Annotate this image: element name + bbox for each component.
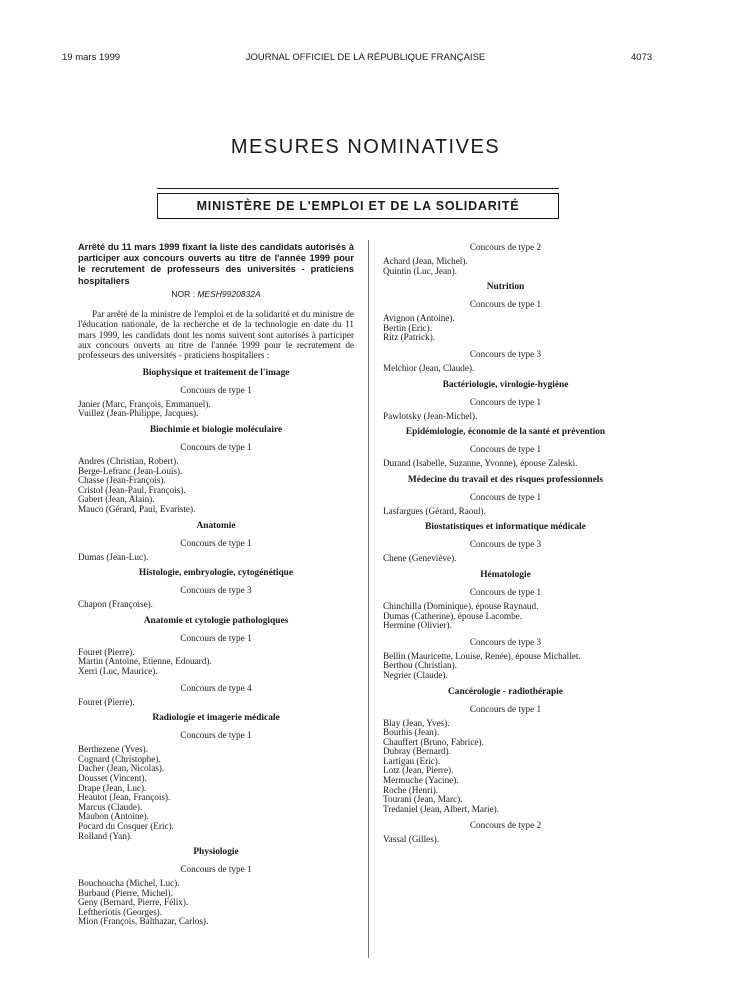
candidate-name: Drape (Jean, Luc). xyxy=(78,782,147,793)
candidate-list xyxy=(78,698,354,708)
discipline-section xyxy=(78,521,354,563)
discipline-section xyxy=(383,475,628,517)
concours-type-label: Concours de type 3 xyxy=(469,636,542,647)
concours-type-label: Concours de type 2 xyxy=(469,242,542,252)
concours-group xyxy=(383,299,628,343)
candidate-list xyxy=(383,602,628,631)
discipline-section xyxy=(78,425,354,515)
candidate-name: Dousset (Vincent). xyxy=(78,772,147,783)
concours-type-label: Concours de type 1 xyxy=(180,442,252,453)
candidate-name: Tredaniel (Jean, Albert, Marie). xyxy=(383,803,500,814)
discipline-section xyxy=(78,847,354,927)
candidate-name: Dacher (Jean, Nicolas). xyxy=(78,763,165,774)
candidate-name: Hermine (Olivier). xyxy=(383,620,452,631)
candidate-list xyxy=(383,554,628,564)
candidate-name: Mion (François, Balthazar, Carlos). xyxy=(78,916,209,927)
candidate-list xyxy=(383,507,628,517)
candidate-list xyxy=(78,553,354,563)
concours-type-label: Concours de type 1 xyxy=(180,537,252,548)
discipline-title: Bactériologie, virologie-hygiène xyxy=(442,379,569,390)
candidate-list xyxy=(383,364,628,374)
concours-group xyxy=(383,492,628,517)
concours-group xyxy=(383,539,628,564)
discipline-section xyxy=(383,380,628,422)
discipline-section xyxy=(383,242,628,276)
candidate-name: Melchior (Jean, Claude). xyxy=(383,362,475,373)
concours-type-label: Concours de type 1 xyxy=(469,396,542,407)
page-title: MESURES NOMINATIVES xyxy=(230,136,501,158)
candidate-name: Janier (Marc, François, Emmanuel). xyxy=(78,398,211,409)
candidate-name: Avignon (Antoine). xyxy=(383,313,455,324)
candidate-name: Chasse (Jean-François). xyxy=(78,475,166,486)
discipline-title: Biostatistiques et informatique médicale xyxy=(425,522,586,533)
candidate-list xyxy=(383,835,628,845)
concours-group xyxy=(383,704,628,815)
ministry-name: MINISTÈRE DE L'EMPLOI ET DE LA SOLIDARITÉ xyxy=(196,199,520,213)
candidate-name: Bouchoucha (Michel, Luc). xyxy=(78,878,180,889)
discipline-title: Cancérologie - radiothérapie xyxy=(448,686,563,697)
candidate-name: Pocard du Cosquer (Eric). xyxy=(78,820,174,831)
candidate-name: Ritz (Patrick). xyxy=(383,332,436,343)
candidate-name: Roche (Henri). xyxy=(383,784,439,795)
candidate-list xyxy=(78,600,354,610)
candidate-name: Gabert (Jean, Alain). xyxy=(78,494,155,505)
concours-group xyxy=(78,683,354,708)
discipline-title: Radiologie et imagerie médicale xyxy=(152,713,280,724)
concours-type-label: Concours de type 1 xyxy=(469,299,542,310)
concours-group xyxy=(78,730,354,841)
candidate-list xyxy=(383,459,628,469)
discipline-section xyxy=(78,616,354,707)
candidate-name: Bourhis (Jean). xyxy=(383,727,440,738)
right-column xyxy=(383,242,628,851)
concours-group xyxy=(78,538,354,563)
candidate-name: Chene (Geneviève). xyxy=(383,553,457,564)
discipline-section xyxy=(383,522,628,564)
header-page-number: 4073 xyxy=(631,52,653,63)
candidate-name: Mermuche (Yacine). xyxy=(383,775,459,786)
concours-group xyxy=(78,585,354,610)
concours-type-label: Concours de type 3 xyxy=(469,348,542,359)
concours-group xyxy=(78,633,354,677)
candidate-name: Heautot (Jean, François). xyxy=(78,792,171,803)
discipline-title: Physiologie xyxy=(193,847,239,858)
discipline-title: Histologie, embryologie, cytogénétique xyxy=(138,568,294,579)
discipline-section xyxy=(383,687,628,846)
candidate-name: Martin (Antoine, Etienne, Edouard). xyxy=(78,656,212,667)
concours-type-label: Concours de type 3 xyxy=(180,585,252,596)
candidate-name: Geny (Bernard, Pierre, Félix). xyxy=(78,897,189,908)
candidate-name: Dumas (Catherine), épouse Lacombe. xyxy=(383,610,523,621)
candidate-name: Lotz (Jean, Pierre). xyxy=(383,765,454,776)
candidate-name: Negrier (Claude). xyxy=(383,669,448,680)
left-sections xyxy=(78,368,354,927)
arrete-intro: Par arrêté de la ministre de l'emploi et de la solidarité et du ministre de l'éducation nationale, de la recherche et de la technologie en date du 11 mars 1999, les candidats dont les noms suivent sont autorisés à participer aux concours ouverts au titre de l'année 1999 pour le recrutement de professeurs des universités - praticiens hospitaliers : xyxy=(78,308,354,361)
concours-group xyxy=(383,587,628,631)
discipline-section xyxy=(383,570,628,681)
concours-group xyxy=(383,397,628,422)
concours-group xyxy=(383,242,628,276)
nor-label: NOR : xyxy=(171,288,195,299)
discipline-title: Médecine du travail et des risques professionnels xyxy=(407,474,604,485)
ministry-banner xyxy=(157,193,559,219)
concours-type-label: Concours de type 3 xyxy=(469,539,542,550)
candidate-name: Burbaud (Pierre, Michel). xyxy=(78,887,173,898)
candidate-name: Andres (Christian, Robert). xyxy=(78,456,179,467)
candidate-list xyxy=(383,652,628,681)
discipline-title: Hématologie xyxy=(480,569,531,580)
concours-group xyxy=(78,442,354,515)
candidate-name: Chapon (Françoise). xyxy=(78,599,154,610)
concours-type-label: Concours de type 1 xyxy=(180,730,252,741)
discipline-section xyxy=(383,282,628,373)
candidate-list xyxy=(78,648,354,677)
arrete-title: Arrêté du 11 mars 1999 fixant la liste des candidats autorisés à participer aux concours ouverts au titre de l'année 1999 pour le recrutement de professeurs des universités - praticiens hospitaliers xyxy=(78,242,354,286)
left-column xyxy=(78,242,354,933)
candidate-name: Fouret (Pierre). xyxy=(78,696,135,707)
candidate-list xyxy=(78,400,354,419)
candidate-name: Lartigau (Eric). xyxy=(383,755,441,766)
candidate-name: Lasfargues (Gérard, Raoul). xyxy=(383,505,486,516)
header-journal-title: JOURNAL OFFICIEL DE LA RÉPUBLIQUE FRANÇAISE xyxy=(245,52,486,63)
candidate-list xyxy=(78,745,354,841)
candidate-name: Vassal (Gilles). xyxy=(383,834,440,845)
candidate-name: Maubon (Antoine). xyxy=(78,811,149,822)
column-divider xyxy=(368,240,369,958)
candidate-list xyxy=(78,457,354,515)
discipline-section xyxy=(78,713,354,841)
concours-type-label: Concours de type 4 xyxy=(180,682,252,693)
candidate-name: Xerri (Luc, Maurice). xyxy=(78,665,158,676)
candidate-name: Chinchilla (Dominique), épouse Raynaud. xyxy=(383,600,539,611)
candidate-name: Cognard (Christophe). xyxy=(78,753,161,764)
candidate-list xyxy=(78,879,354,927)
discipline-title: Biophysique et traitement de l'image xyxy=(142,367,290,378)
discipline-section xyxy=(383,427,628,469)
candidate-list xyxy=(383,314,628,343)
discipline-title: Anatomie xyxy=(196,520,236,531)
candidate-name: Berthou (Christian). xyxy=(383,660,457,671)
concours-type-label: Concours de type 1 xyxy=(180,632,252,643)
concours-group xyxy=(383,637,628,681)
candidate-name: Bellin (Mauricette, Louise, Renée), épouse Michallet. xyxy=(383,650,581,661)
concours-type-label: Concours de type 1 xyxy=(180,384,252,395)
concours-type-label: Concours de type 1 xyxy=(469,586,542,597)
discipline-section xyxy=(78,368,354,419)
discipline-section xyxy=(78,568,354,610)
candidate-name: Rolland (Yan). xyxy=(78,830,133,841)
concours-group xyxy=(78,864,354,927)
candidate-name: Chauffert (Bruno, Fabrice). xyxy=(383,736,484,747)
concours-type-label: Concours de type 2 xyxy=(469,820,542,831)
concours-group xyxy=(383,444,628,469)
nor-value: MESH9920832A xyxy=(197,288,261,299)
candidate-name: Tourani (Jean, Marc). xyxy=(383,794,463,805)
candidate-name: Durand (Isabelle, Suzanne, Yvonne), épouse Zaleski. xyxy=(383,458,578,469)
candidate-name: Vuillez (Jean-Philippe, Jacques). xyxy=(78,408,199,419)
candidate-name: Marcus (Claude). xyxy=(78,801,143,812)
concours-type-label: Concours de type 1 xyxy=(469,703,542,714)
candidate-name: Cristol (Jean-Paul, François). xyxy=(78,484,186,495)
candidate-name: Berge-Lefranc (Jean-Louis). xyxy=(78,465,183,476)
discipline-title: Epidémiologie, économie de la santé et prévention xyxy=(405,427,606,438)
concours-type-label: Concours de type 1 xyxy=(469,444,542,455)
candidate-name: Berthezene (Yves). xyxy=(78,744,148,755)
concours-group xyxy=(78,385,354,419)
discipline-title: Nutrition xyxy=(486,282,525,293)
concours-type-label: Concours de type 1 xyxy=(180,864,252,875)
discipline-title: Biochimie et biologie moléculaire xyxy=(149,425,283,436)
candidate-name: Pawlotsky (Jean-Michel). xyxy=(383,410,478,421)
concours-type-label: Concours de type 1 xyxy=(469,491,542,502)
concours-group xyxy=(383,820,628,845)
discipline-title: Anatomie et cytologie pathologiques xyxy=(143,615,289,626)
candidate-name: Quintin (Luc, Jean). xyxy=(383,265,457,276)
candidate-list xyxy=(383,257,628,276)
candidate-name: Dumas (Jean-Luc). xyxy=(78,551,149,562)
candidate-name: Mauco (Gérard, Paul, Evariste). xyxy=(78,504,196,514)
candidate-name: Achard (Jean, Michel). xyxy=(383,256,468,266)
right-sections xyxy=(383,242,628,845)
header-date: 19 mars 1999 xyxy=(62,52,121,63)
candidate-name: Blay (Jean, Yves). xyxy=(383,717,450,728)
nor-reference xyxy=(78,289,354,300)
candidate-list xyxy=(383,412,628,422)
candidate-name: Dubray (Bernard). xyxy=(383,746,451,757)
candidate-name: Leftheriotis (Georges). xyxy=(78,906,163,917)
concours-group xyxy=(383,349,628,374)
candidate-name: Fouret (Pierre). xyxy=(78,646,135,657)
candidate-list xyxy=(383,719,628,815)
candidate-name: Bertin (Eric). xyxy=(383,322,432,333)
